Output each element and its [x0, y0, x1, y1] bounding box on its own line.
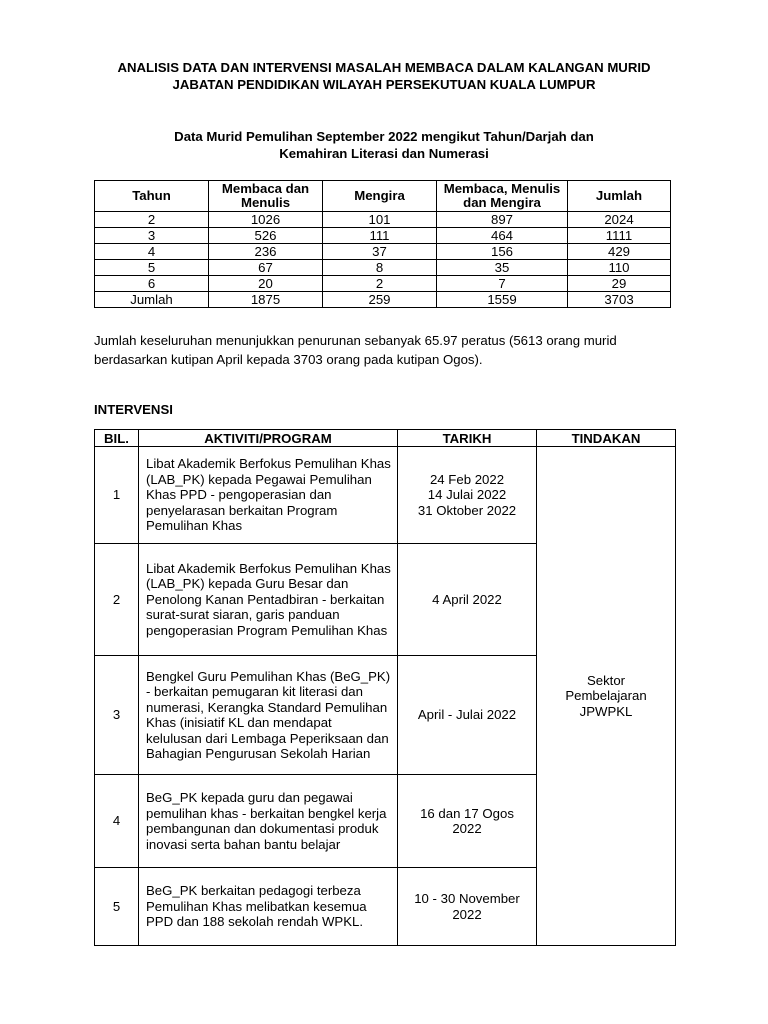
title-line-2: JABATAN PENDIDIKAN WILAYAH PERSEKUTUAN KUALA LUMPUR: [172, 77, 596, 92]
table-cell: 2: [323, 276, 437, 292]
table-cell: 3: [95, 228, 209, 244]
table-cell: 156: [437, 244, 568, 260]
row-bil: 2: [95, 544, 139, 656]
row-bil: 4: [95, 775, 139, 868]
subtitle-line-2: Kemahiran Literasi dan Numerasi: [279, 146, 489, 161]
tarikh-line: 14 Julai 2022: [427, 487, 507, 503]
table-cell: 526: [209, 228, 323, 244]
row-aktiviti: BeG_PK kepada guru dan pegawai pemulihan khas - berkaitan bengkel kerja pembangunan dan dokumentasi produk inovasi serta bahan bantu belajar: [139, 775, 398, 868]
table-row: [95, 260, 671, 276]
table-cell: 67: [209, 260, 323, 276]
row-aktiviti: Libat Akademik Berfokus Pemulihan Khas (LAB_PK) kepada Guru Besar dan Penolong Kanan Pentadbiran - berkaitan surat-surat siaran, garis panduan pengoperasian Program Pemulihan Khas: [139, 544, 398, 656]
table-cell: 259: [323, 292, 437, 308]
table-cell: 2024: [568, 212, 671, 228]
header-tarikh: TARIKH: [398, 430, 537, 447]
row-tarikh: [398, 447, 537, 544]
table-cell: 429: [568, 244, 671, 260]
table-row: [95, 212, 671, 228]
header-bil: BIL.: [95, 430, 139, 447]
row-tarikh: 4 April 2022: [398, 544, 537, 656]
row-aktiviti: Libat Akademik Berfokus Pemulihan Khas (LAB_PK) kepada Pegawai Pemulihan Khas PPD - pengoperasian dan penyelarasan berkaitan Program Pemulihan Khas: [139, 447, 398, 544]
table-cell: 20: [209, 276, 323, 292]
table-cell: 464: [437, 228, 568, 244]
row-aktiviti: Bengkel Guru Pemulihan Khas (BeG_PK) - berkaitan pemugaran kit literasi dan numerasi, Kerangka Standard Pemulihan Khas (inisiatif KL dan mendapat kelulusan dari Lembaga Peperiksaan dan Bahagian Pengurusan Sekolah Harian: [139, 656, 398, 775]
table-cell: 110: [568, 260, 671, 276]
row-bil: 3: [95, 656, 139, 775]
tindakan-line: Sektor: [586, 672, 626, 688]
table-row: [95, 244, 671, 260]
table-cell: 2: [95, 212, 209, 228]
table-cell: 7: [437, 276, 568, 292]
table-cell: 4: [95, 244, 209, 260]
table-header-row: [95, 181, 671, 212]
table-cell: 3703: [568, 292, 671, 308]
row-aktiviti: BeG_PK berkaitan pedagogi terbeza Pemulihan Khas melibatkan kesemua PPD dan 188 sekolah rendah WPKL.: [139, 868, 398, 946]
table-cell: 37: [323, 244, 437, 260]
row-tarikh: 16 dan 17 Ogos 2022: [398, 775, 537, 868]
tindakan-line: Pembelajaran: [565, 688, 647, 704]
table-cell: 897: [437, 212, 568, 228]
row-bil: 1: [95, 447, 139, 544]
table-cell: 35: [437, 260, 568, 276]
table-cell: 1875: [209, 292, 323, 308]
table-total-row: [95, 292, 671, 308]
table-cell: 5: [95, 260, 209, 276]
summary-paragraph: Jumlah keseluruhan menunjukkan penurunan sebanyak 65.97 peratus (5613 orang murid berdasarkan kutipan April kepada 3703 orang pada kutipan Ogos).: [94, 333, 617, 367]
tindakan-line: JPWPKL: [579, 703, 633, 719]
intervensi-heading: INTERVENSI: [94, 402, 173, 417]
row-bil: 5: [95, 868, 139, 946]
header-membaca-menulis-mengira: Membaca, Menulis dan Mengira: [437, 181, 568, 212]
table-cell: 1026: [209, 212, 323, 228]
row-tarikh: 10 - 30 November 2022: [398, 868, 537, 946]
document-title: [60, 59, 708, 93]
table-cell: 111: [323, 228, 437, 244]
table-row: [95, 276, 671, 292]
table-cell: 1559: [437, 292, 568, 308]
header-tahun: Tahun: [95, 181, 209, 212]
intervensi-table: [94, 429, 676, 946]
table-row: [95, 228, 671, 244]
table-cell: 236: [209, 244, 323, 260]
table-header-row: [95, 430, 676, 447]
tindakan-cell: [537, 447, 676, 946]
tarikh-line: 31 Oktober 2022: [417, 502, 517, 518]
table-cell: 8: [323, 260, 437, 276]
table-row: [95, 447, 676, 544]
row-tarikh: April - Julai 2022: [398, 656, 537, 775]
subtitle-line-1: Data Murid Pemulihan September 2022 mengikut Tahun/Darjah dan: [174, 129, 594, 144]
table-cell: 101: [323, 212, 437, 228]
title-line-1: ANALISIS DATA DAN INTERVENSI MASALAH MEMBACA DALAM KALANGAN MURID: [117, 60, 651, 75]
table-cell: Jumlah: [95, 292, 209, 308]
table-title: [80, 128, 688, 162]
header-jumlah: Jumlah: [568, 181, 671, 212]
header-tindakan: TINDAKAN: [537, 430, 676, 447]
table-cell: 29: [568, 276, 671, 292]
table-cell: 1111: [568, 228, 671, 244]
student-data-table: [94, 180, 671, 308]
header-membaca-menulis: Membaca dan Menulis: [209, 181, 323, 212]
table-cell: 6: [95, 276, 209, 292]
tarikh-line: 24 Feb 2022: [429, 471, 505, 487]
header-mengira: Mengira: [323, 181, 437, 212]
header-aktiviti: AKTIVITI/PROGRAM: [139, 430, 398, 447]
